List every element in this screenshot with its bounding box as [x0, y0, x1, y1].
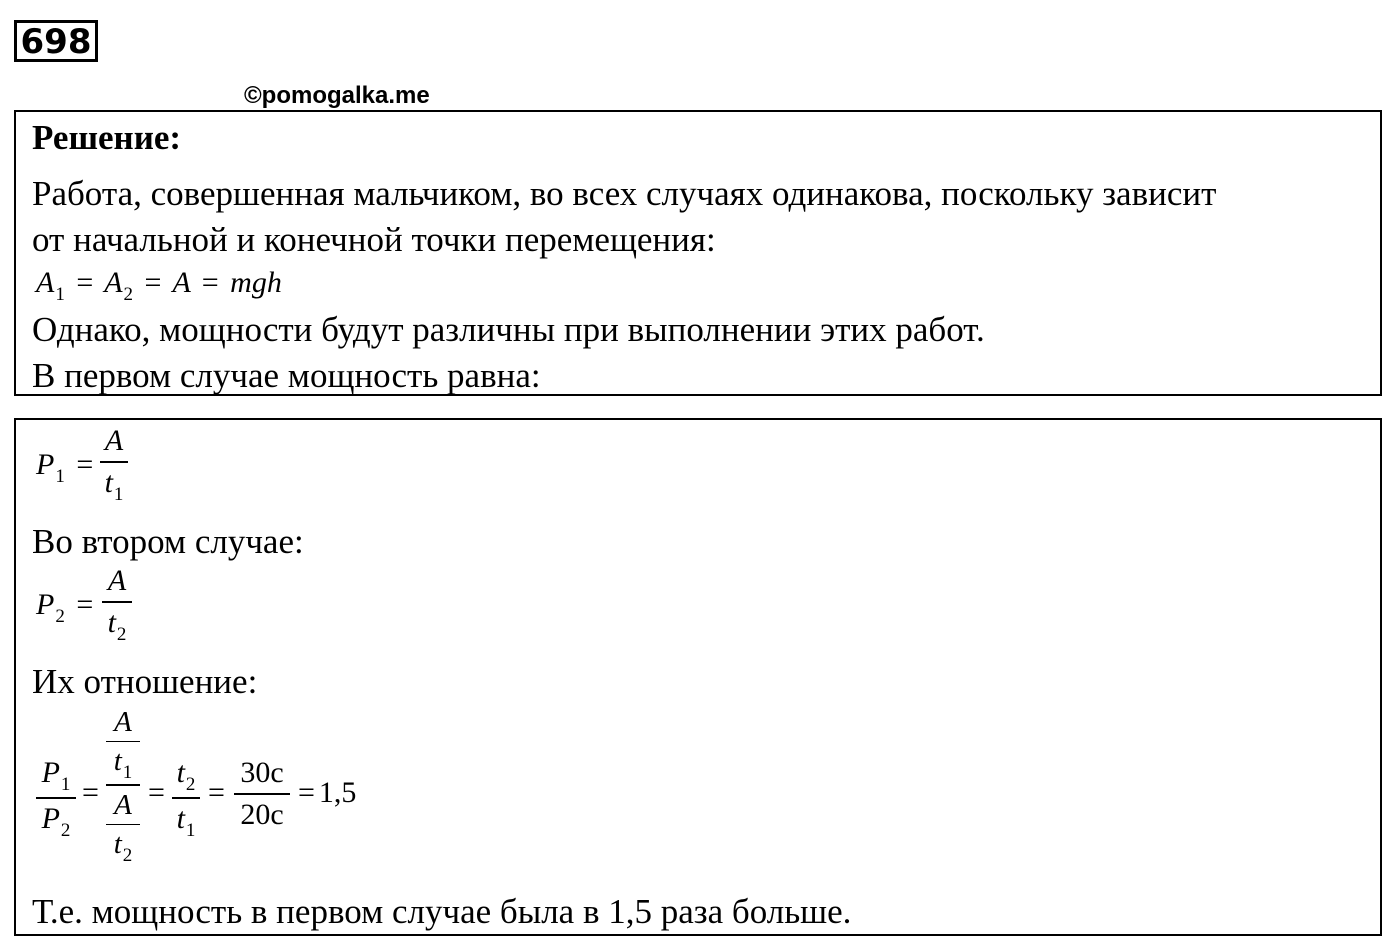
equals-sign-3: = [208, 776, 225, 809]
fraction-p1-over-p2: $P_1$ $P_2$ [36, 756, 76, 840]
fraction-a-over-t2: A $t_2$ [102, 564, 132, 644]
fraction-30-over-20: 30c 20c [234, 756, 290, 832]
equation-work: $A_1 = A_2 = A$ = mgh [36, 266, 282, 305]
equals-sign-2: = [148, 776, 165, 809]
equals-sign-1: = [82, 776, 99, 809]
conclusion-line: Т.е. мощность в первом случае была в 1,5 раза больше. [32, 892, 852, 931]
equation-p2-lhs: $P_2$ = [36, 588, 94, 627]
watermark: ©pomogalka.me [244, 82, 430, 109]
solution-box-2 [14, 418, 1382, 936]
text-line-displacement: от начальной и конечной точки перемещения: [32, 220, 716, 259]
solution-box-1 [14, 110, 1382, 396]
equation-p1-lhs: $P_1$ = [36, 448, 94, 487]
fraction-a-over-t1: A $t_1$ [100, 424, 128, 504]
solution-heading: Решение: [32, 118, 182, 157]
ratio-result: = 1,5 [298, 776, 357, 809]
text-line-first-case: В первом случае мощность равна: [32, 356, 541, 395]
problem-number: 698 [14, 20, 98, 62]
text-line-second-case: Во втором случае: [32, 522, 304, 561]
text-line-power-differ: Однако, мощности будут различны при выполнении этих работ. [32, 310, 985, 349]
compound-fraction: A $t_1$ A $t_2$ [106, 706, 140, 864]
text-line-work-equal: Работа, совершенная мальчиком, во всех случаях одинакова, поскольку зависит [32, 174, 1217, 213]
fraction-t2-over-t1: $t_2$ $t_1$ [172, 756, 200, 840]
text-line-ratio: Их отношение: [32, 662, 258, 701]
